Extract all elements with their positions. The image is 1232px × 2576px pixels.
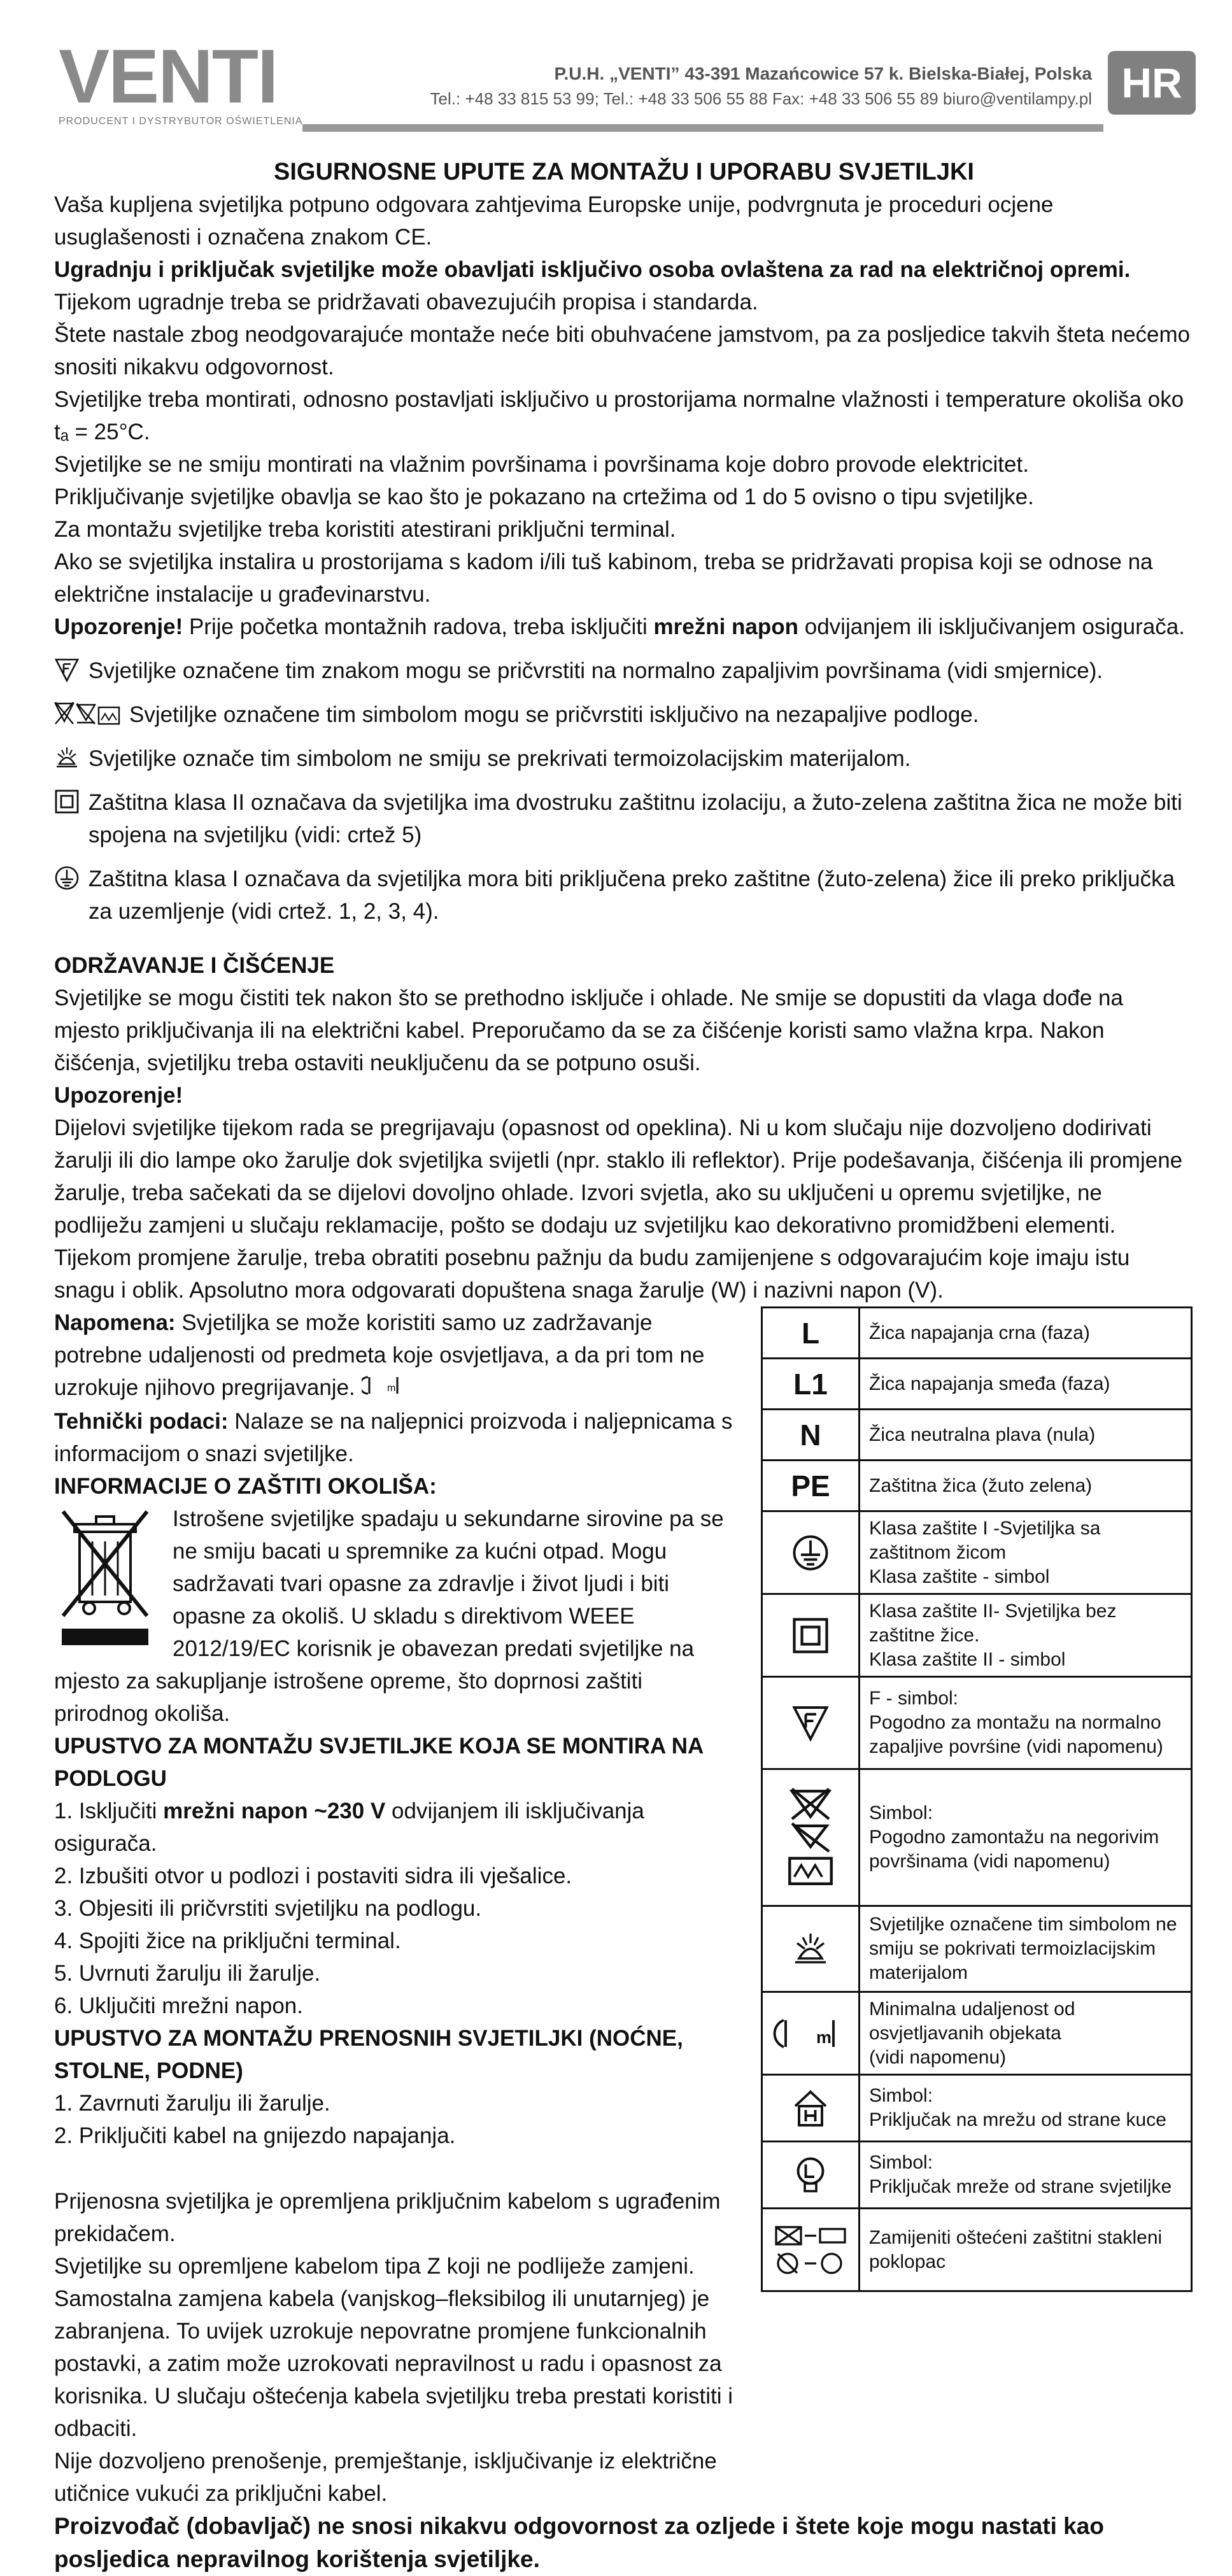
symbol-row	[54, 742, 1194, 775]
legend-description: Zamijeniti oštećeni zaštitni stakleni poklopac	[860, 2209, 1192, 2291]
liability-disclaimer: Proizvođač (dobavljač) ne snosi nikakvu odgovornost za ozljede i štete koje mogu nastati kao posljedica nepravilnog korištenja svjetiljke.	[54, 2513, 1104, 2573]
company-contact: Tel.: +48 33 815 53 99; Tel.: +48 33 506 55 88 Fax: +48 33 506 55 89 biuro@ventilampy.pl	[430, 89, 1092, 108]
intro-section	[54, 188, 1194, 611]
symbol-text: Svjetiljke označene tim znakom mogu se pričvrstiti na normalno zapaljivim površinama (vidi smjernice).	[89, 658, 1103, 683]
document-title: SIGURNOSNE UPUTE ZA MONTAŽU I UPORABU SVJETILJKI	[274, 159, 974, 185]
legend-row	[762, 1511, 1192, 1594]
note: Napomena: Svjetiljka se može koristiti samo uz zadržavanje potrebne udaljenosti od predmeta koje osvjetljava, a da pri tom ne uzrokuje njihovo pregrijavanje. m	[54, 1306, 735, 1405]
symbol-list	[54, 655, 1194, 928]
symbol-row	[54, 655, 1194, 687]
legend-symbol: L1	[762, 1359, 860, 1410]
portable-step: 1. Zavrnuti žarulju ili žarulje.	[54, 2091, 330, 2116]
legend-row	[762, 1906, 1192, 1992]
lamp-l-icon	[762, 2142, 860, 2209]
intro-paragraph: Svjetiljke treba montirati, odnosno postavljati isključivo u prostorijama normalne vlažnosti i temperature okoliša oko tₐ = 25°C.	[54, 387, 1184, 444]
weee-crossed-bin-icon	[54, 1506, 156, 1646]
left-column	[54, 1306, 735, 2510]
symbol-row	[54, 863, 1194, 928]
min-distance-icon	[362, 1373, 406, 1405]
environment-heading: INFORMACIJE O ZAŠTITI OKOLIŠA:	[54, 1474, 437, 1499]
intro-paragraph: Štete nastale zbog neodgovarajuće montaže neće biti obuhvaćene jamstvom, pa za posljedice takvih šteta nećemo snositi nikakvu odgovornost.	[54, 322, 1191, 379]
legend-row	[762, 2075, 1192, 2142]
intro-paragraph: Za montažu svjetiljke treba koristiti atestirani priključni terminal.	[54, 517, 676, 542]
technical-data: Tehnički podaci: Nalaze se na naljepnici proizvoda i naljepnicama s informacijom o snazi svjetiljke.	[54, 1409, 733, 1467]
header	[0, 0, 1232, 146]
floor-step: 4. Spojiti žice na priključni terminal.	[54, 1928, 401, 1954]
intro-paragraph: Ugradnju i priključak svjetiljke može obavljati isključivo osoba ovlaštena za rad na električnoj opremi.	[54, 257, 1131, 282]
min-distance-icon	[762, 1992, 860, 2075]
legend-row	[762, 1677, 1192, 1769]
floor-step-1: 1. Isključiti mrežni napon ~230 V odvijanjem ili isključivanja osigurača.	[54, 1799, 644, 1857]
house-h-icon	[762, 2075, 860, 2142]
intro-paragraph: Svjetiljke se ne smiju montirati na vlažnim površinama i površinama koje dobro provode elektricitet.	[54, 452, 1029, 477]
portable-text	[54, 2185, 735, 2510]
legend-description: Žica napajanja smeđa (faza)	[860, 1359, 1192, 1410]
legend-row	[762, 1769, 1192, 1906]
svg-text:m: m	[386, 1383, 395, 1394]
portable-heading: UPUSTVO ZA MONTAŽU PRENOSNIH SVJETILJKI (NOĆNE, STOLNE, PODNE)	[54, 2026, 683, 2084]
mains-warning: Upozorenje! Prije početka montažnih radova, treba isključiti mrežni napon odvijanjem ili isključivanjem osigurača.	[54, 614, 1185, 639]
legend-row	[762, 1992, 1192, 2075]
f-symbol-icon	[54, 657, 80, 683]
class-i-icon	[54, 865, 80, 891]
f-symbol-icon	[762, 1677, 860, 1769]
floor-mount-heading: UPUSTVO ZA MONTAŽU SVJETILJKE KOJA SE MONTIRA NA PODLOGU	[54, 1734, 703, 1792]
document-body	[54, 156, 1194, 2576]
portable-steps	[54, 2087, 735, 2152]
symbol-legend-table	[761, 1306, 1193, 2292]
maintenance-warning-label: Upozorenje!	[54, 1083, 183, 1108]
floor-steps	[54, 1860, 735, 2022]
legend-description: Simbol: Priključak mreže od strane svjetiljke	[860, 2142, 1192, 2209]
symbol-text: Zaštitna klasa I označava da svjetiljka mora biti priključena preko zaštitne (žuto-zelena) žice ili preko priključka za uzemljenje (vidi crtež. 1, 2, 3, 4).	[89, 867, 1175, 924]
class-ii-icon	[54, 789, 80, 814]
language-badge: HR	[1108, 51, 1196, 115]
class-i-icon	[762, 1511, 860, 1594]
class-ii-icon	[762, 1594, 860, 1677]
floor-step: 3. Objesiti ili pričvrstiti svjetiljku na podlogu.	[54, 1896, 482, 1921]
non-combustible-icon	[762, 1769, 860, 1906]
svg-text:m: m	[816, 2027, 832, 2047]
portable-paragraph: Svjetiljke su opremljene kabelom tipa Z koji ne podliježe zamjeni. Samostalna zamjena kabela (vanjskog–fleksibilog ili unutarnjeg) je zabranjena. To uvijek uzrokuje nepovratne promjene funkcionalnih postavki, a zatim može uzrokovati nepravilnost u radu i opasnost za korisnika. U slučaju oštećenja kabela svjetiljku treba prestati koristiti i odbaciti.	[54, 2254, 733, 2442]
legend-row	[762, 1410, 1192, 1461]
legend-row	[762, 2209, 1192, 2291]
company-address: P.U.H. „VENTI” 43-391 Mazańcowice 57 k. Bielska-Białej, Polska	[554, 64, 1092, 83]
symbol-text: Svjetiljke označene tim simbolom mogu se pričvrstiti isključivo na nezapaljive podloge.	[129, 702, 979, 727]
legend-description: Klasa zaštite II- Svjetiljka bez zaštitne žice. Klasa zaštite II - simbol	[860, 1594, 1192, 1677]
portable-step: 2. Priključiti kabel na gnijezdo napajanja.	[54, 2123, 456, 2149]
legend-description: Zaštitna žica (žuto zelena)	[860, 1461, 1192, 1511]
floor-step: 6. Uključiti mrežni napon.	[54, 1993, 303, 2019]
no-cover-icon	[54, 745, 80, 770]
header-divider	[302, 124, 1103, 132]
legend-description: Simbol: Priključak na mrežu od strane kuce	[860, 2075, 1192, 2142]
intro-paragraph: Vaša kupljena svjetiljka potpuno odgovara zahtjevima Europske unije, podvrgnuta je proceduri ocjene usuglašenosti i označena znakom CE.	[54, 192, 1054, 250]
intro-paragraph: Priključivanje svjetiljke obavlja se kao što je pokazano na crtežima od 1 do 5 ovisno o tipu svjetiljke.	[54, 485, 1034, 509]
legend-description: Žica napajanja crna (faza)	[860, 1308, 1192, 1359]
floor-step: 2. Izbušiti otvor u podlozi i postaviti sidra ili vješalice.	[54, 1864, 572, 1889]
legend-symbol: N	[762, 1410, 860, 1461]
maintenance-warning-text: Dijelovi svjetiljke tijekom rada se pregrijavaju (opasnost od opeklina). Ni u kom slučaju nije dozvoljeno dodirivati žarulji ili dio lampe oko žarulje dok svjetiljka svijetli (npr. staklo ili reflektor). Prije podešavanja, čišćenja ili promjene žarulje, treba sačekati da se dijelovi dovoljno ohlade. Izvori svjetla, ako su uključeni u opremu svjetiljke, ne podliježu zamjeni u slučaju reklamacije, pošto se dodaju uz svjetiljku kao dekorativno promidžbeni elementi. Tijekom promjene žarulje, treba obratiti posebnu pažnju da budu zamijenjene s odgovarajućim koje imaju istu snagu i oblik. Apsolutno mora odgovarati dopuštena snaga žarulje (W) i nazivni napon (V).	[54, 1115, 1183, 1303]
maintenance-text: Svjetiljke se mogu čistiti tek nakon što se prethodno isključe i ohlade. Ne smije se dopustiti da vlaga dođe na mjesto priključivanja ili na električni kabel. Preporučamo da se za čišćenje koristi samo vlažna krpa. Nakon čišćenja, svjetiljku treba ostaviti neuključenu da se potpuno osuši.	[54, 986, 1123, 1075]
floor-step: 5. Uvrnuti žarulju ili žarulje.	[54, 1961, 321, 1986]
legend-row	[762, 1461, 1192, 1511]
legend-description: Simbol: Pogodno zamontažu na negorivim površinama (vidi napomenu)	[860, 1769, 1192, 1906]
lower-section	[54, 1306, 1194, 2510]
venti-logo	[59, 34, 303, 134]
replace-glass-icon	[762, 2209, 860, 2291]
intro-paragraph: Ako se svjetiljka instalira u prostorijama s kadom i/ili tuš kabinom, treba se pridržavati propisa koji se odnose na električne instalacije u građevinarstvu.	[54, 549, 1153, 607]
environment-text: Istrošene svjetiljke spadaju u sekundarne sirovine pa se ne smiju bacati u spremnike za kućni otpad. Mogu sadržavati tvari opasne za zdravlje i život ljudi i biti opasne za okoliš. U skladu s direktivom WEEE 2012/19/EC korisnik je obavezan predati svjetiljke na mjesto za sakupljanje istrošene opreme, što doprnosi zaštiti prirodnog okoliša.	[54, 1506, 724, 1727]
non-combustible-icon	[54, 701, 120, 726]
legend-row	[762, 1308, 1192, 1359]
logo-wordmark: VENTI	[59, 34, 278, 119]
symbol-text: Svjetiljke označe tim simbolom ne smiju se prekrivati termoizolacijskim materijalom.	[89, 746, 911, 771]
legend-row	[762, 2142, 1192, 2209]
legend-description: F - simbol: Pogodno za montažu na normalno zapaljive povrśine (vidi napomenu)	[860, 1677, 1192, 1769]
portable-paragraph: Nije dozvoljeno prenošenje, premještanje, isključivanje iz električne utičnice vukući za priključni kabel.	[54, 2449, 717, 2507]
symbol-row	[54, 698, 1194, 731]
symbol-text: Zaštitna klasa II označava da svjetiljka ima dvostruku zaštitnu izolaciju, a žuto-zelena zaštitna žica ne može biti spojena na svjetiljku (vidi: crtež 5)	[89, 790, 1182, 847]
legend-description: Žica neutralna plava (nula)	[860, 1410, 1192, 1461]
legend-symbol: PE	[762, 1461, 860, 1511]
symbol-row	[54, 786, 1194, 851]
legend-row	[762, 1359, 1192, 1410]
legend-symbol: L	[762, 1308, 860, 1359]
legend-description: Minimalna udaljenost od osvjetljavanih objekata (vidi napomenu)	[860, 1992, 1192, 2075]
maintenance-heading: ODRŽAVANJE I ČIŠĆENJE	[54, 953, 335, 978]
environment-block	[54, 1503, 735, 1730]
logo-subtitle: PRODUCENT I DYSTRYBUTOR OŚWIETLENIA	[59, 116, 303, 127]
no-cover-icon	[762, 1906, 860, 1992]
legend-description: Klasa zaštite I -Svjetiljka sa zaštitnom žicom Klasa zaštite - simbol	[860, 1511, 1192, 1594]
portable-paragraph: Prijenosna svjetiljka je opremljena priključnim kabelom s ugrađenim prekidačem.	[54, 2189, 721, 2247]
legend-description: Svjetiljke označene tim simbolom ne smiju se pokrivati termoizlacijskim materijalom	[860, 1906, 1192, 1992]
legend-row	[762, 1594, 1192, 1677]
intro-paragraph: Tijekom ugradnje treba se pridržavati obavezujućih propisa i standarda.	[54, 290, 758, 315]
